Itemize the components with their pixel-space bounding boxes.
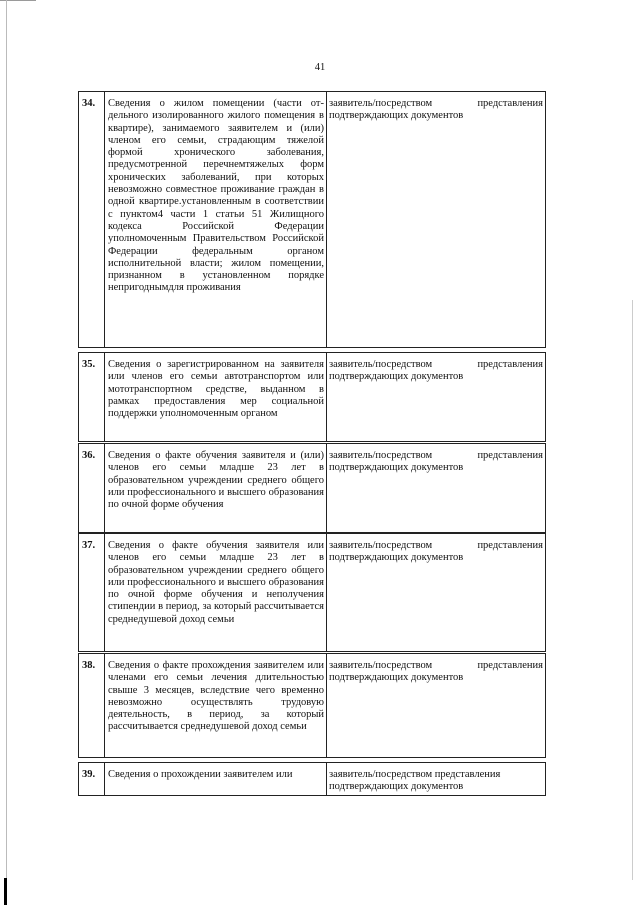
- row-description: Сведения о прохождении заявителем или: [105, 763, 327, 795]
- row-source: [327, 654, 545, 757]
- row-source-line-2: подтверждающих документов: [329, 781, 464, 793]
- row-source-line-2: подтверждающих документов: [329, 371, 464, 383]
- row-source: [327, 534, 545, 651]
- table-row: [78, 653, 546, 758]
- table-row: [78, 91, 546, 348]
- table-row: [78, 443, 546, 533]
- row-description: Сведения о жилом помещении (части от-дельного изолированного жилого помещения в квартире), занимаемого заявителем и (или) членом его семьи, страдающим тяжелой формой хронического заболевания, предусмотренной перечнемтяжелых форм хронических заболеваний, при которых невозможно совместное проживание граждан в одной квартире.установленным в соответствии с пунктом4 части 1 статьи 51 Жилищного кодекса Российской Федерации уполномоченным Правительством Российской Федерации федеральным органом исполнительной власти; жилом помещении, признанном в установленном порядке непригоднымдля проживания: [105, 92, 327, 347]
- row-source: [327, 763, 545, 795]
- row-description: Сведения о факте обучения заявителя или членов его семьи младше 23 лет в образовательном учреждении среднего общего или профессионального и высшего образования по очной форме обучения и неполучения стипендии в период, за который рассчитывается среднедушевой доход семьи: [105, 534, 327, 651]
- row-source: [327, 444, 545, 532]
- row-number: 35.: [79, 353, 105, 441]
- table-row: [78, 533, 546, 652]
- scan-edge-right: [632, 300, 633, 880]
- scan-mark: [4, 878, 7, 905]
- row-source-line-2: подтверждающих документов: [329, 110, 464, 122]
- row-source-line-1: заявитель/посредством представления: [329, 769, 501, 780]
- row-description: Сведения о факте прохождения заявителем или членами его семьи лечения длительностью свыше 3 месяцев, вследствие чего временно невозможно осуществлять трудовую деятельность, в период, за который рассчитывается среднедушевой доход семьи: [105, 654, 327, 757]
- row-source-line-2: подтверждающих документов: [329, 552, 464, 564]
- row-source-line-1: заявитель/посредством представления: [329, 450, 543, 461]
- row-source-line-2: подтверждающих документов: [329, 462, 464, 474]
- row-source: [327, 92, 545, 347]
- row-source-line-1: заявитель/посредством представления: [329, 359, 543, 370]
- row-source-line-1: заявитель/посредством представления: [329, 660, 543, 671]
- row-source-line-1: заявитель/посредством представления: [329, 540, 543, 551]
- row-source-line-2: подтверждающих документов: [329, 672, 464, 684]
- row-description: Сведения о факте обучения заявителя и (или) членов его семьи младше 23 лет в образовательном учреждении среднего общего или профессионального и высшего образования по очной форме обучения: [105, 444, 327, 532]
- row-number: 36.: [79, 444, 105, 532]
- row-number: 38.: [79, 654, 105, 757]
- page-number: 41: [314, 62, 326, 73]
- row-source-line-1: заявитель/посредством представления: [329, 98, 543, 109]
- row-number: 37.: [79, 534, 105, 651]
- row-description: Сведения о зарегистрированном на заявителя или членов его семьи автотранспортом или мототранспортном средстве, выданном в рамках предоставления мер социальной поддержки уполномоченным органом: [105, 353, 327, 441]
- table-row: [78, 352, 546, 442]
- row-number: 34.: [79, 92, 105, 347]
- scan-edge-left: [6, 0, 7, 880]
- row-source: [327, 353, 545, 441]
- table-row: [78, 762, 546, 796]
- row-number: 39.: [79, 763, 105, 795]
